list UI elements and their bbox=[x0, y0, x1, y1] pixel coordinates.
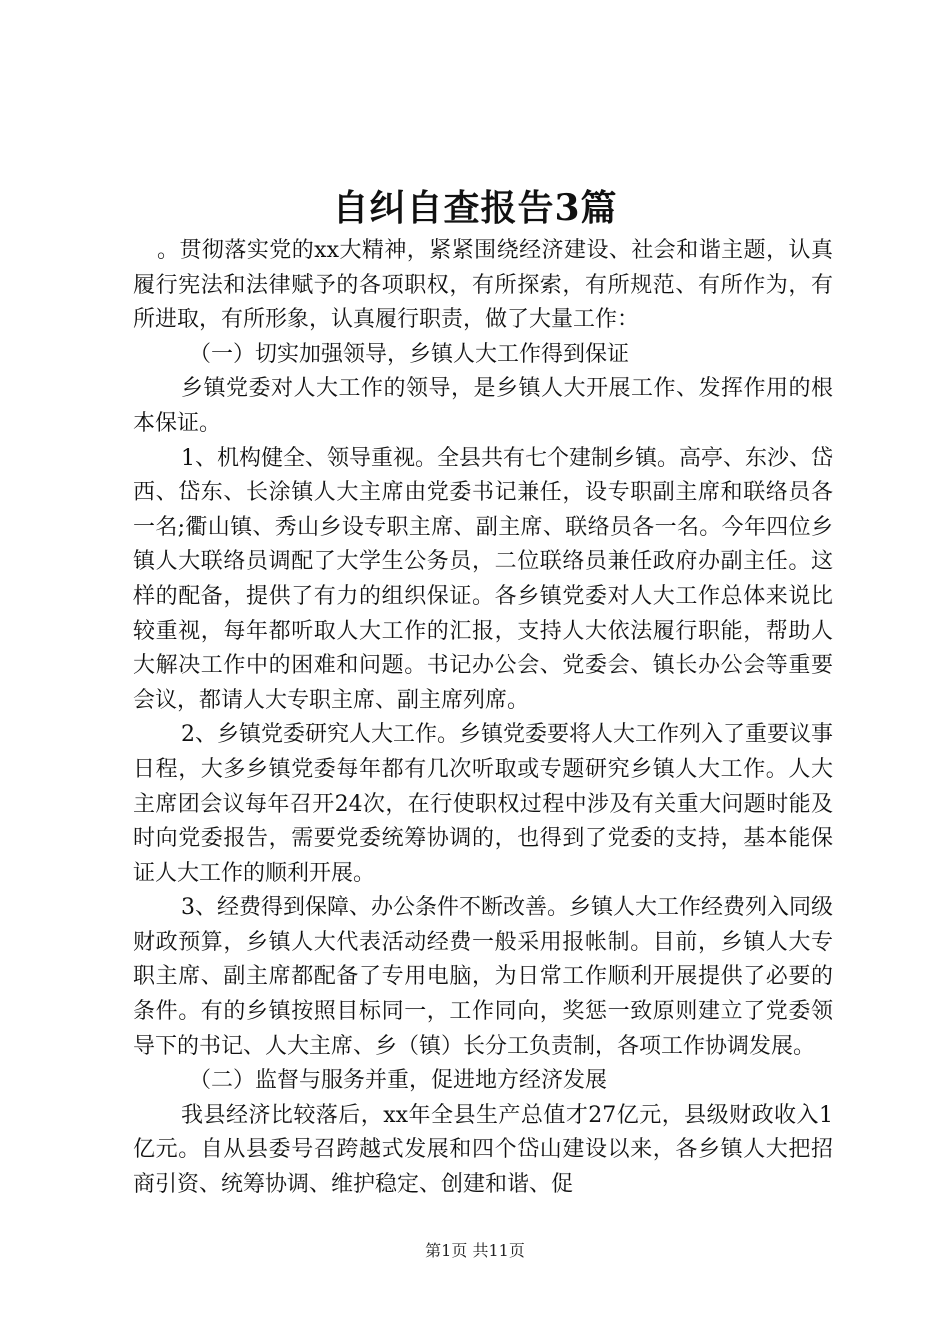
paragraph-leadership: 乡镇党委对人大工作的领导，是乡镇人大开展工作、发挥作用的根本保证。 bbox=[133, 376, 833, 436]
section-heading-1: （一）切实加强领导，乡镇人大工作得到保证 bbox=[189, 341, 630, 367]
page-footer bbox=[0, 1240, 950, 1262]
document-body bbox=[133, 234, 833, 1203]
paragraph-item-2: 2、乡镇党委研究人大工作。乡镇党委要将人大工作列入了重要议事日程，大多乡镇党委每年都有几次听取或专题研究乡镇人大工作。人大主席团会议每年召开24次，在行使职权过程中涉及有关重大问题时能及时向党委报告，需要党委统筹协调的，也得到了党委的支持，基本能保证人大工作的顺利开展。 bbox=[133, 722, 833, 886]
paragraph-item-3: 3、经费得到保障、办公条件不断改善。乡镇人大工作经费列入同级财政预算，乡镇人大代表活动经费一般采用报帐制。目前，乡镇人大专职主席、副主席都配备了专用电脑，为日常工作顺利开展提供了必要的条件。有的乡镇按照目标同一，工作同向，奖惩一致原则建立了党委领导下的书记、人大主席、乡（镇）长分工负责制，各项工作协调发展。 bbox=[133, 895, 833, 1059]
section-heading-2: （二）监督与服务并重，促进地方经济发展 bbox=[189, 1068, 608, 1094]
page-total: 共11页 bbox=[472, 1241, 525, 1260]
paragraph-item-1: 1、机构健全、领导重视。全县共有七个建制乡镇。高亭、东沙、岱西、岱东、长涂镇人大主席由党委书记兼任，设专职副主席和联络员各一名;衢山镇、秀山乡设专职主席、副主席、联络员各一名。今年四位乡镇人大联络员调配了大学生公务员，二位联络员兼任政府办副主任。这样的配备，提供了有力的组织保证。各乡镇党委对人大工作总体来说比较重视，每年都听取人大工作的汇报，支持人大依法履行职能，帮助人大解决工作中的困难和问题。书记办公会、党委会、镇长办公会等重要会议，都请人大专职主席、副主席列席。 bbox=[133, 445, 833, 713]
paragraph-economy: 我县经济比较落后，xx年全县生产总值才27亿元，县级财政收入1亿元。自从县委号召跨越式发展和四个岱山建设以来，各乡镇人大把招商引资、统筹协调、维护稳定、创建和谐、促 bbox=[133, 1102, 833, 1198]
paragraph-intro: 。贯彻落实党的xx大精神，紧紧围绕经济建设、社会和谐主题，认真履行宪法和法律赋予的各项职权，有所探索，有所规范、有所作为，有所进取，有所形象，认真履行职责，做了大量工作： bbox=[133, 238, 833, 333]
document-title: 自纠自查报告3篇 bbox=[332, 187, 618, 229]
page-number: 第1页 bbox=[425, 1241, 468, 1260]
